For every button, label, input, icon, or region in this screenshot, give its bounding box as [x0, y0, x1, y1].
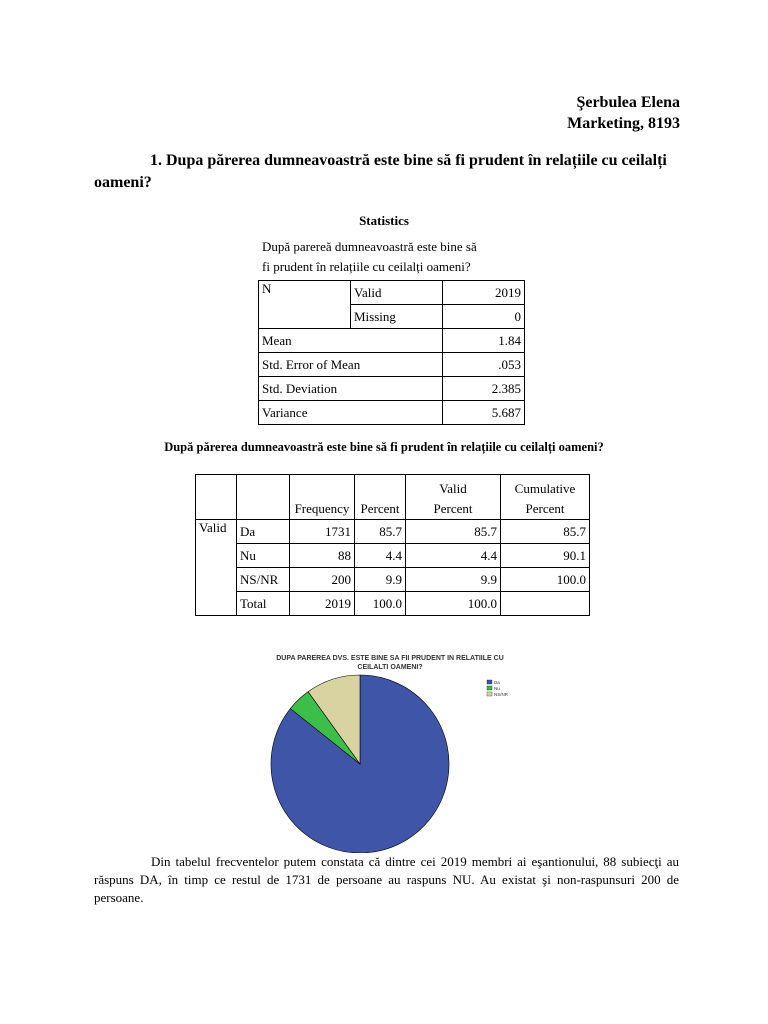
- sem-value: .053: [443, 353, 525, 377]
- legend-swatch: [487, 686, 492, 690]
- header-valid-percent: Valid Percent: [406, 475, 501, 520]
- table-row: NS/NR 200 9.9 9.9 100.0: [196, 568, 590, 592]
- author-block: [567, 92, 680, 134]
- legend-label: Nu: [494, 686, 500, 691]
- variance-value: 5.687: [443, 401, 525, 425]
- pie-chart: [262, 648, 532, 853]
- n-label: N: [259, 281, 351, 329]
- sd-label: Std. Deviation: [259, 377, 443, 401]
- valid-label: Valid: [351, 281, 443, 305]
- legend-swatch: [487, 680, 492, 684]
- author-name: Şerbulea Elena: [576, 94, 680, 111]
- caption-line-2: fi prudent în relațiile cu ceilalți oameni?: [262, 259, 471, 274]
- frequency-table: [195, 474, 590, 616]
- header-cumulative-percent: Cumulative Percent: [501, 475, 590, 520]
- conclusion-text: Din tabelul frecventelor putem constata că dintre cei 2019 membri ai eşantionului, 88 subiecţi au răspuns DA, în timp ce restul de 1731 de persoane au raspuns NU. Au existat şi non-raspunsuri 200 de persoane.: [94, 854, 679, 905]
- mean-label: Mean: [259, 329, 443, 353]
- missing-value: 0: [443, 305, 525, 329]
- legend-label: NS/NR: [494, 692, 509, 697]
- table-row: Nu 88 4.4 4.4 90.1: [196, 544, 590, 568]
- valid-value: 2019: [443, 281, 525, 305]
- header-percent: Percent: [355, 475, 406, 520]
- header-frequency: Frequency: [290, 475, 355, 520]
- conclusion-paragraph: [94, 853, 679, 907]
- mean-value: 1.84: [443, 329, 525, 353]
- row-label: Total: [237, 592, 290, 616]
- question-heading: [94, 150, 694, 194]
- statistics-caption: [262, 237, 532, 277]
- chart-legend: [487, 680, 509, 697]
- row-label: Nu: [237, 544, 290, 568]
- sem-label: Std. Error of Mean: [259, 353, 443, 377]
- variance-label: Variance: [259, 401, 443, 425]
- statistics-title: Statistics: [359, 213, 409, 228]
- frequency-title: După părerea dumneavoastră este bine să fi prudent în relațiile cu ceilalți oameni?: [164, 440, 604, 454]
- group-label: Valid: [196, 520, 237, 616]
- pie-slices: [271, 675, 449, 853]
- table-row: Valid Da 1731 85.7 85.7 85.7: [196, 520, 590, 544]
- statistics-table: [258, 280, 525, 425]
- table-row: Total 2019 100.0 100.0: [196, 592, 590, 616]
- row-label: Da: [237, 520, 290, 544]
- author-group: Marketing, 8193: [567, 115, 680, 132]
- chart-title-line-2: CEILALTI OAMENI?: [357, 664, 423, 671]
- sd-value: 2.385: [443, 377, 525, 401]
- question-text: 1. Dupa părerea dumneavoastră este bine să fi prudent în relațiile cu ceilalți oameni?: [94, 152, 667, 191]
- row-label: NS/NR: [237, 568, 290, 592]
- caption-line-1: După parereă dumneavoastră este bine să: [262, 239, 477, 254]
- legend-label: Da: [494, 680, 500, 685]
- missing-label: Missing: [351, 305, 443, 329]
- legend-swatch: [487, 692, 492, 696]
- chart-title-line-1: DUPA PAREREA DVS. ESTE BINE SA FII PRUDENT IN RELATIILE CU: [276, 655, 504, 662]
